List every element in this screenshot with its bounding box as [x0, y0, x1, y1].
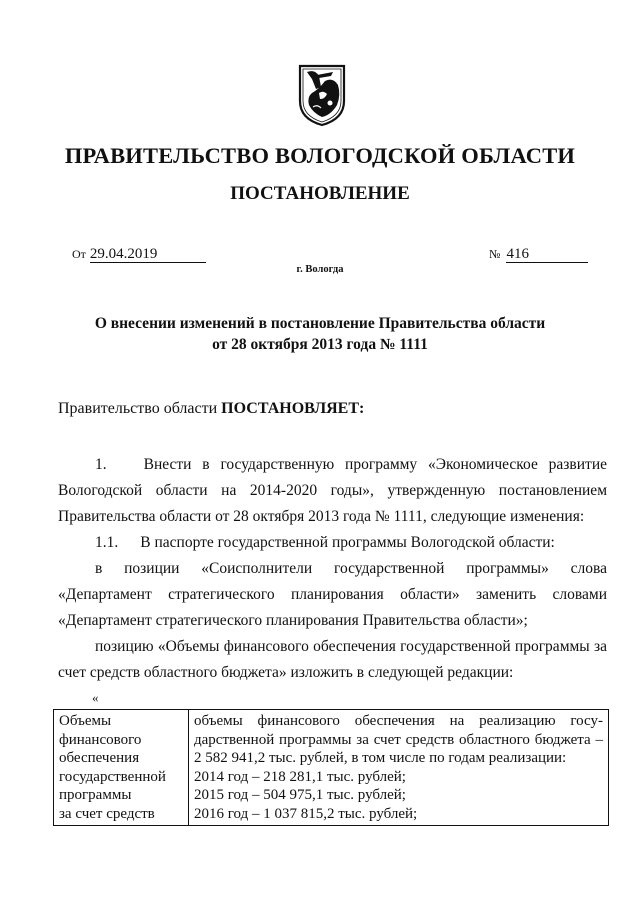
body-text — [58, 452, 607, 686]
table-value-line: 2015 год – 504 975,1 тыс. рублей; — [194, 787, 406, 803]
document-date — [72, 246, 206, 263]
paragraph-financing: позицию «Объемы финансового обеспечения государственной программы за счет средств областного бюджета» изложить в следующей редакции: — [58, 638, 607, 681]
intro-paragraph — [58, 400, 364, 418]
table-value-line: 2016 год – 1 037 815,2 тыс. рублей; — [194, 805, 418, 822]
table-label-line: программы — [59, 787, 132, 803]
table-label-cell — [54, 710, 189, 826]
paragraph-1 — [58, 452, 607, 530]
vologda-coat-of-arms-icon — [297, 63, 347, 127]
paragraph-1-1 — [58, 530, 607, 556]
table-value-line: 2014 год – 218 281,1 тыс. рублей; — [194, 768, 406, 785]
table-label-line: Объемы — [59, 713, 112, 729]
paragraph-coexecutors: в позиции «Соисполнители государственной программы» слова «Департамент стратегического планирования области» заменить словами «Департамент стратегического планирования Правительства области»; — [58, 560, 607, 629]
government-title: ПРАВИТЕЛЬСТВО ВОЛОГОДСКОЙ ОБЛАСТИ — [64, 143, 576, 168]
intro-text: Правительство области — [58, 400, 222, 417]
table-label-line: государственной — [59, 768, 166, 785]
date-value: 29.04.2019 — [90, 247, 206, 263]
document-type-title: ПОСТАНОВЛЕНИЕ — [230, 183, 410, 204]
paragraph-1-text: Внести в государственную программу «Экономическое развитие Вологодской области на 2014-2020 годы», утвержденную постановлением Правительства области от 28 октября 2013 года № 1111, следующие изменения: — [58, 456, 607, 525]
document-number — [489, 246, 588, 263]
paragraph-1-1-number: 1.1. — [95, 534, 119, 551]
opening-quote: « — [92, 690, 99, 705]
document-subject — [0, 313, 640, 355]
table-value-cell — [189, 710, 609, 826]
table-value-line: 2 582 941,2 тыс. рублей, в том числе по годам реализации: — [194, 750, 567, 766]
date-prefix: От — [72, 247, 86, 261]
table-value-line: дарственной программы за счет средств областного бюджета – — [194, 731, 603, 748]
table-row — [54, 710, 609, 826]
paragraph-1-1-text: В паспорте государственной программы Вологодской области: — [140, 534, 555, 551]
table-label-line: за счет средств — [59, 805, 155, 822]
number-prefix: № — [489, 247, 501, 261]
table-label-line: финансового — [59, 731, 142, 748]
paragraph-1-number: 1. — [95, 456, 107, 473]
intro-bold: ПОСТАНОВЛЯЕТ: — [221, 400, 365, 417]
number-value: 416 — [506, 247, 588, 263]
table-value-line: объемы финансового обеспечения на реализацию госу- — [194, 713, 603, 729]
table-label-line: обеспечения — [59, 750, 140, 766]
subject-line-1: О внесении изменений в постановление Правительства области — [94, 315, 546, 332]
city: г. Вологда — [296, 264, 344, 275]
subject-line-2: от 28 октября 2013 года № 1111 — [212, 336, 428, 353]
financing-table — [53, 709, 609, 826]
